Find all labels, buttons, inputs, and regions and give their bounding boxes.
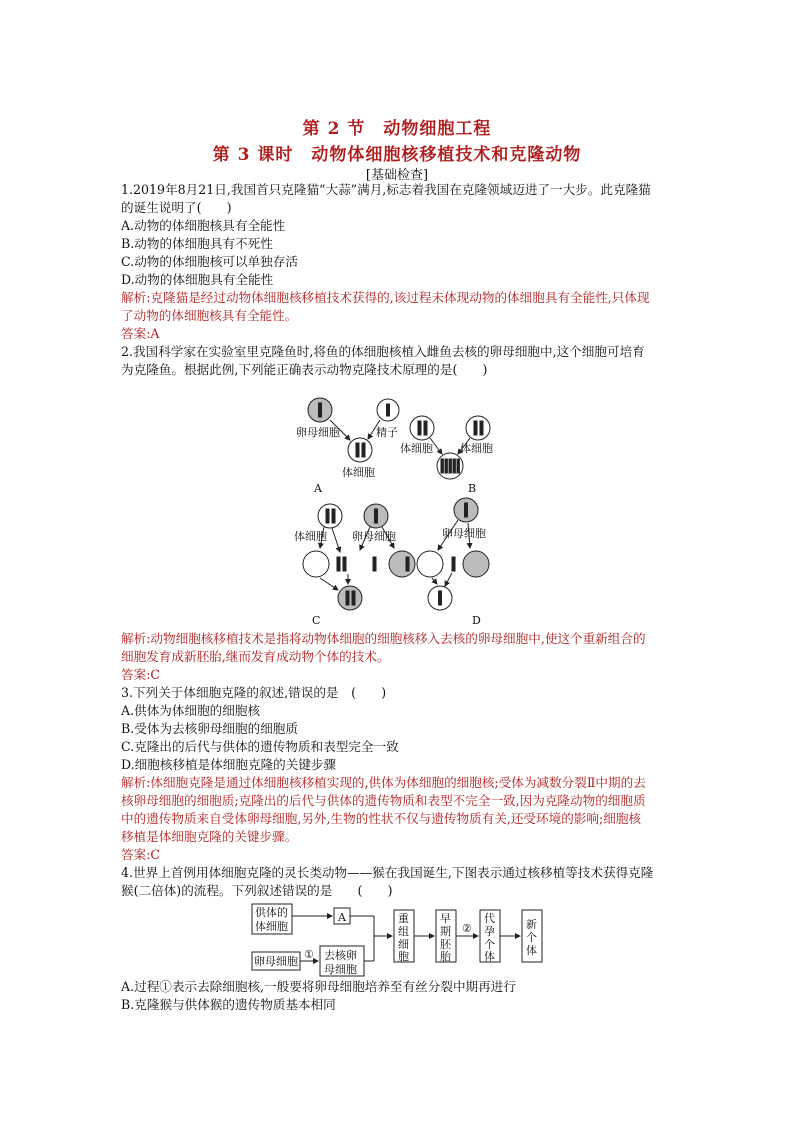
a-egg-label: 卵母细胞 xyxy=(296,426,340,439)
b-somatic-cell-1 xyxy=(410,416,434,440)
label-c: C xyxy=(312,614,321,627)
svg-text:期: 期 xyxy=(440,925,451,938)
q1-option-d: D.动物的体细胞具有全能性 xyxy=(121,272,274,287)
a-sperm-label: 精子 xyxy=(376,426,398,439)
q1-option-c: C.动物的体细胞核可以单独存活 xyxy=(121,254,298,269)
a-label: A xyxy=(338,911,346,924)
q3-analysis-line2: 核卵母细胞的细胞质;克隆出的后代与供体的遗传物质和表型不完全一致,因为克隆动物的细胞质 xyxy=(121,793,646,808)
q1-stem-line2: 的诞生说明了( ) xyxy=(121,200,232,215)
donor-line1: 供体的 xyxy=(255,906,288,919)
q1-analysis-line2: 了动物的体细胞核具有全能性。 xyxy=(121,308,298,323)
question-2-3 xyxy=(121,630,677,900)
q4-stem-line2: 猴(二倍体)的流程。下列叙述错误的是 ( ) xyxy=(121,883,393,898)
q4-stem-line1: 4.世界上首例用体细胞克隆的灵长类动物——猴在我国诞生,下图表示通过核移植等技术获得克隆 xyxy=(121,865,654,880)
d-white-cell xyxy=(417,551,443,577)
q1-analysis-line1: 解析:克隆猫是经过动物体细胞核移植技术获得的,该过程未体现动物的体细胞具有全能性,只体现 xyxy=(121,290,650,305)
q4-option-b: B.克隆猴与供体猴的遗传物质基本相同 xyxy=(121,997,336,1012)
b-somatic-cell-2 xyxy=(466,416,490,440)
q2-analysis-line1: 解析:动物细胞核移植技术是指将动物体细胞的细胞核移入去核的卵母细胞中,使这个重新组合的 xyxy=(121,631,646,646)
svg-text:胚: 胚 xyxy=(440,938,451,951)
step1-label: ① xyxy=(304,948,314,961)
svg-text:胞: 胞 xyxy=(398,950,409,963)
label-b: B xyxy=(468,482,477,495)
b-somatic-label-2: 体细胞 xyxy=(460,442,493,455)
egg-label: 卵母细胞 xyxy=(254,955,298,968)
donor-line2: 体细胞 xyxy=(255,920,288,933)
question-1 xyxy=(121,181,677,379)
svg-text:新: 新 xyxy=(526,918,537,931)
question-4-options xyxy=(121,978,677,1014)
q3-analysis-line1: 解析:体细胞克隆是通过体细胞核移植实现的,供体为体细胞的细胞核;受体为减数分裂Ⅱ中期的去 xyxy=(121,775,646,790)
d-gray-cell xyxy=(463,551,489,577)
q2-stem-line1: 2.我国科学家在实验室里克隆鱼时,将鱼的体细胞核植入雌鱼去核的卵母细胞中,这个细胞可培育 xyxy=(121,344,645,359)
section-label: [基础检查] xyxy=(365,168,429,183)
svg-text:个: 个 xyxy=(526,931,537,944)
svg-text:胎: 胎 xyxy=(440,950,451,963)
a-somatic-label: 体细胞 xyxy=(342,466,375,479)
step2-label: ② xyxy=(462,922,472,935)
q3-option-b: B.受体为去核卵母细胞的细胞质 xyxy=(121,721,298,736)
label-a: A xyxy=(314,482,322,495)
svg-text:个: 个 xyxy=(484,938,495,951)
label-d: D xyxy=(472,614,481,627)
c-cloned-cell xyxy=(338,586,362,610)
q3-option-d: D.细胞核移植是体细胞克隆的关键步骤 xyxy=(121,757,337,772)
q3-option-a: A.供体为体细胞的细胞核 xyxy=(121,703,261,718)
q2-analysis-line2: 细胞发育成新胚胎,继而发育成动物个体的技术。 xyxy=(121,649,390,664)
c-somatic-label: 体细胞 xyxy=(294,530,327,543)
svg-text:组: 组 xyxy=(398,925,409,938)
svg-text:重: 重 xyxy=(398,912,409,925)
svg-text:体: 体 xyxy=(484,950,495,963)
lesson-subtitle: 第 3 课时 动物体细胞核移植技术和克隆动物 xyxy=(212,145,582,165)
q3-option-c: C.克隆出的后代与供体的遗传物质和表型完全一致 xyxy=(121,739,399,754)
svg-text:代: 代 xyxy=(484,912,495,925)
q2-diagram xyxy=(290,392,510,628)
svg-text:体: 体 xyxy=(526,944,537,957)
enucleated-line2: 母细胞 xyxy=(324,963,357,976)
svg-text:细: 细 xyxy=(398,938,409,951)
svg-text:孕: 孕 xyxy=(484,925,495,938)
b-somatic-label-1: 体细胞 xyxy=(400,442,433,455)
q4-option-a: A.过程①表示去除细胞核,一般要将卵母细胞培养至有丝分裂中期再进行 xyxy=(121,979,516,994)
q2-answer: 答案:C xyxy=(121,667,161,682)
a-somatic-cell xyxy=(348,438,372,462)
q1-option-a: A.动物的体细胞核具有全能性 xyxy=(121,218,286,233)
lesson-title: 第 2 节 动物细胞工程 xyxy=(302,119,492,139)
q3-analysis-line4: 移植是体细胞克隆的关键步骤。 xyxy=(121,829,298,844)
q1-answer: 答案:A xyxy=(121,326,160,341)
d-egg-label: 卵母细胞 xyxy=(442,527,486,540)
enucleated-line1: 去核卵 xyxy=(324,949,357,962)
c-egg-label: 卵母细胞 xyxy=(352,530,396,543)
c-somatic-cell xyxy=(318,504,342,528)
svg-text:早: 早 xyxy=(440,912,451,925)
c-gray-cell xyxy=(389,551,415,577)
q1-option-b: B.动物的体细胞具有不死性 xyxy=(121,236,273,251)
q3-stem: 3.下列关于体细胞克隆的叙述,错误的是 ( ) xyxy=(121,685,387,700)
q3-analysis-line3: 中的遗传物质来自受体卵母细胞,另外,生物的性状不仅与遗传物质有关,还受环境的影响;细胞核 xyxy=(121,811,642,826)
q4-flow-diagram xyxy=(250,902,550,978)
q3-answer: 答案:C xyxy=(121,847,161,862)
q1-stem-line1: 1.2019年8月21日,我国首只克隆猫“大蒜”满月,标志着我国在克隆领域迈进了一大步。此克隆猫 xyxy=(121,182,651,197)
q2-stem-line2: 为克隆鱼。根据此例,下列能正确表示动物克隆技术原理的是( ) xyxy=(121,362,488,377)
c-enucleated-egg xyxy=(303,551,329,577)
